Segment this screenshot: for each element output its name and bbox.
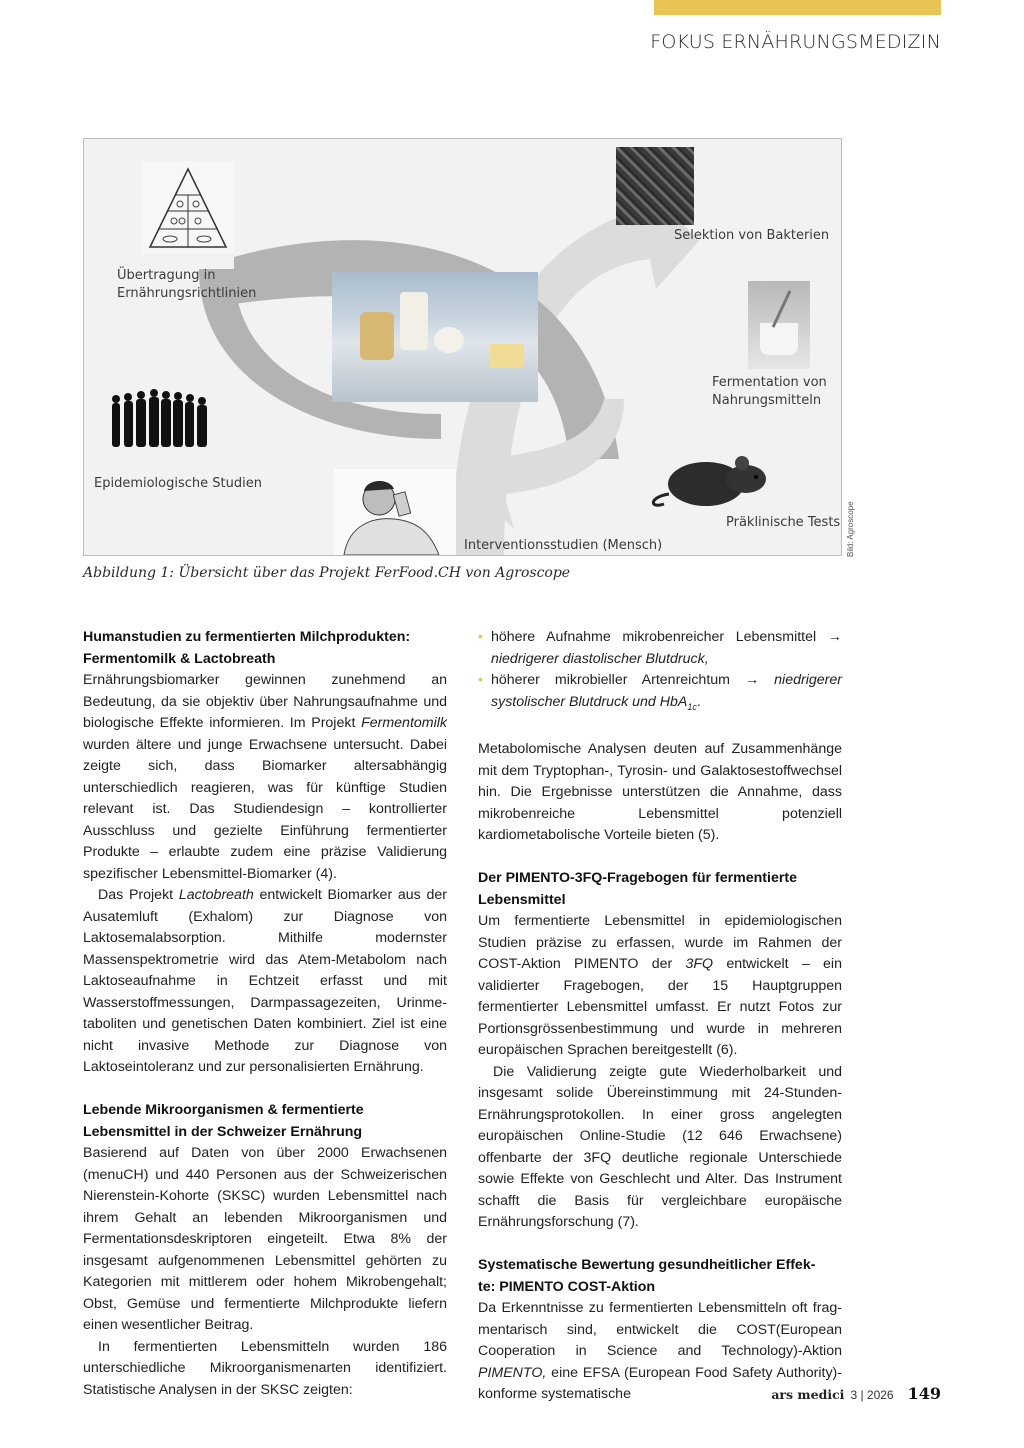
label-epidemiology: Epidemiologische Studien: [94, 476, 262, 491]
paragraph-validierung: Die Validierung zeigte gute Wiederholbarkeit und insgesamt solide Übereinstimmung mit 24-Stunden-Ernährungsprotokollen. In einer gross angelegten europäischen Online-Studie (12 646 Erwachsene) offenbarte der 3FQ deutliche regionale Unterschiede sowie Effekte von Geschlecht und Alter. Das Instrument schafft die Basis für vergleichbare europäische Ernährungsforschung (7).: [478, 1063, 842, 1231]
heading-humanstudien: Humanstudien zu fermentierten Milchprodukten: Fermentomilk & Lactobreath: [83, 629, 411, 667]
crowd-silhouette-image: [108, 389, 212, 449]
issue-number: 3 | 2026: [850, 1388, 894, 1402]
journal-name: ars medici: [771, 1387, 845, 1402]
left-column: [83, 627, 447, 1401]
section-accent-bar: [654, 0, 941, 15]
heading-lebende-mikroorganismen: Lebende Mikroorganismen & fermentierte Lebensmittel in der Schweizer Ernährung: [83, 1102, 364, 1140]
heading-systematische-bewertung: Systematische Bewertung gesundheitlicher Effek- te: PIMENTO COST-Aktion: [478, 1257, 816, 1295]
list-item: • höhere Aufnahme mikrobenreicher Lebensmittel → niedrigerer diastolischer Blutdruck,: [478, 629, 842, 667]
paragraph-metabolomics: Metabolomische Analysen deuten auf Zusammenhänge mit dem Tryptophan-, Tyrosin- und Galaktosestoffwechsel hin. Die Ergebnisse unterstützen die Annahme, dass mikrobenreiche Lebensmittel potenziell kardiometabolische Vorteile bieten (5).: [478, 741, 842, 844]
bullet-icon: •: [478, 672, 483, 688]
dairy-products-image: [332, 272, 538, 402]
label-bacteria: Selektion von Bakterien: [674, 228, 830, 243]
paragraph-pimento-cost: Da Erkenntnisse zu fermentierten Lebensmitteln oft fragmentarisch sind, entwickelt die COST(European Cooperation in Science and Technology)-Aktion PIMENTO, eine EFSA (European Food Safety Authority)-konforme systematische: [478, 1300, 842, 1403]
food-pyramid-image: [142, 161, 234, 253]
label-preclinical: Präklinische Tests: [726, 515, 841, 530]
bullet-icon: •: [478, 629, 483, 645]
findings-list: [478, 627, 842, 718]
list-item: • höherer mikrobieller Artenreichtum → niedrigerer systolischer Blutdruck und HbA$_{1c}$.: [478, 672, 842, 712]
label-intervention: Interventionsstudien (Mensch): [464, 538, 663, 553]
page-number: 149: [907, 1384, 941, 1403]
figure-ferfood-overview: [83, 138, 842, 556]
label-guidelines: Übertragung in Ernährungsrichtlinien: [117, 268, 257, 301]
image-credit: Bild: Agroscope: [846, 501, 855, 557]
paragraph-sksc: In fermentierten Lebensmitteln wurden 186 unterschiedliche Mikroorganismenarten identifiziert. Statistische Analysen in der SKSC zeigten:: [83, 1338, 447, 1398]
label-fermentation: Fermentation von Nahrungsmitteln: [712, 375, 827, 408]
paragraph-3fq: Um fermentierte Lebensmittel in epidemiologischen Studien präzise zu erfassen, wurde im Rahmen der COST-Aktion PIMENTO der 3FQ entwickelt – ein validierter Fragebogen, der 15 Hauptgruppen fermentierter Lebensmittel umfasst. Er nutzt Fotos zur Portionsgrössenbestimmung und wurde in mehreren europäischen Sprachen bereitgestellt (6).: [478, 913, 842, 1059]
page-footer: [771, 1384, 941, 1403]
bacteria-micrograph-image: [616, 147, 694, 225]
figure-caption: Abbildung 1: Übersicht über das Projekt FerFood.CH von Agroscope: [83, 565, 571, 581]
heading-pimento-3fq: Der PIMENTO-3FQ-Fragebogen für fermentierte Lebensmittel: [478, 870, 798, 908]
yogurt-cup-image: [748, 281, 810, 369]
paragraph-fermentomilk: Ernährungsbiomarker gewinnen zunehmend an Bedeutung, da sie objektiv über Nahrungsaufnahme und biologische Effekte informieren. Im Projekt Fermentomilk wurden ältere und junge Erwachsene untersucht. Dabei zeigte sich, dass Biomarker altersabhängig unterschiedlich reagieren, was für künftige Studien relevant ist. Das Studiendesign – kontrollierter Ausschluss und gezielte Einführung fermentierter Produkte – erlaubte zudem eine präzise Validierung spezifischer Lebensmittel-Biomarker (4).: [83, 672, 447, 882]
section-title: FOKUS ERNÄHRUNGSMEDIZIN: [650, 31, 941, 53]
mouse-image: [644, 439, 784, 515]
paragraph-lactobreath: Das Projekt Lactobreath entwickelt Biomarker aus der Ausatemluft (Exhalom) zur Diagnose von Laktosemalabsorption. Mithilfe modernster Massenspektrometrie wird das Atem-Metabolom nach Laktoseaufnahme in Echtzeit erfasst und mit Wasserstoffmessungen, Darmpassagezeiten, Urinmetaboliten und genetischen Daten kombiniert. Ziel ist eine nicht invasive Methode zur Diagnose von Laktoseintoleranz und zur personalisierten Ernährung.: [83, 887, 447, 1075]
man-drinking-image: [334, 469, 456, 555]
right-column: [478, 627, 845, 1406]
paragraph-menuch: Basierend auf Daten von über 2000 Erwachsenen (menuCH) und 440 Personen aus der Schweizerischen Nierenstein-Kohorte (SKSC) wurden Lebensmittel nach ihrem Gehalt an lebenden Mikroorganismen und Fermentationsdeskriptoren eingeteilt. Etwa 8% der insgesamt aufgenommenen Lebensmittel gehörten zu Kategorien mit mittlerem oder hohem Mikrobengehalt; Obst, Gemüse und fermentierte Milchprodukte liefern einen wesentlicher Beitrag.: [83, 1145, 447, 1333]
